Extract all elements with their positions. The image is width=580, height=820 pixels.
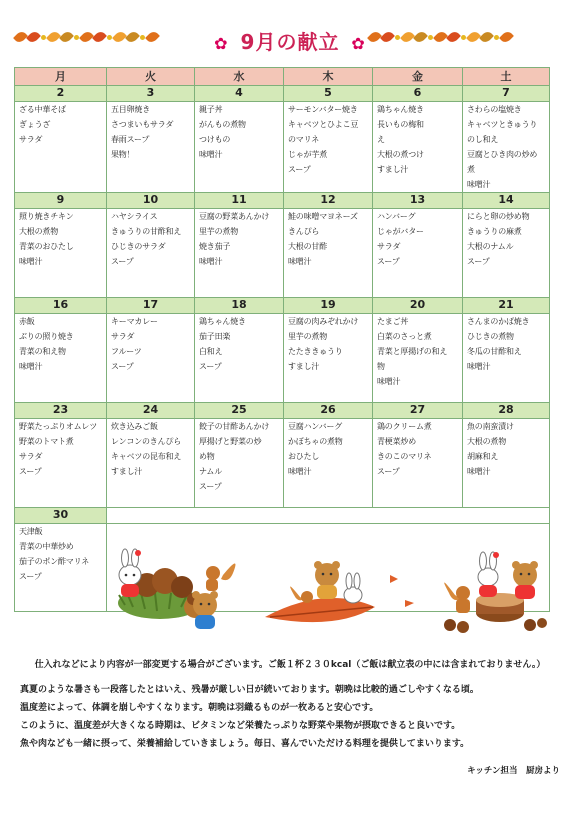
dish-item: ナムル — [199, 467, 222, 476]
notice-text: 仕入れなどにより内容が一部変更する場合がございます。ご飯１杯２３０kcal（ご飯は献立表の中には含まれておりません。） — [34, 660, 546, 670]
dish-item: さつまいもサラダ — [111, 120, 174, 129]
dish-item: 味噌汁 — [199, 150, 223, 159]
dish-item: スープ — [111, 362, 134, 371]
weekday-header: 水 — [195, 68, 284, 86]
dish-item: スープ — [467, 257, 490, 266]
dish-item: がんもの煮物 — [199, 120, 246, 129]
menu-row — [15, 102, 550, 193]
dish-item: 野菜のトマト煮 — [19, 437, 74, 446]
rabbit-icon — [344, 573, 362, 603]
menu-row — [15, 209, 550, 298]
date-cell: 10 — [107, 193, 195, 209]
dish-item: 青梗菜炒め — [377, 437, 416, 446]
dish-item: たまご丼 — [377, 317, 409, 326]
dish-item: 大根のナムル — [467, 242, 514, 251]
menu-cell — [195, 102, 284, 193]
weekday-header: 金 — [373, 68, 463, 86]
dish-item: サラダ — [111, 332, 135, 341]
dish-item: さんまのかば焼き — [467, 317, 530, 326]
dish-item: じゃが芋煮 — [288, 150, 327, 159]
dish-item: たたききゅうり — [288, 347, 343, 356]
dish-item: 白和え — [199, 347, 223, 356]
date-cell: 5 — [284, 86, 373, 102]
bear-icon — [512, 561, 538, 599]
dish-item: 春雨スープ — [111, 135, 150, 144]
date-cell: 14 — [463, 193, 550, 209]
date-cell: 24 — [107, 403, 195, 419]
message-line: 真夏のような暑さも一段落したとはいえ、残暑が厳しい日が続いております。朝晩は比較的過ごしやすくなる頃。 — [20, 685, 479, 695]
weekday-header: 火 — [107, 68, 195, 86]
menu-cell — [15, 209, 107, 298]
dish-item: 味噌汁 — [467, 180, 491, 189]
dish-item: フルーツ — [111, 347, 142, 356]
dish-item: 煮 — [467, 165, 475, 174]
dish-item: すまし汁 — [111, 467, 143, 476]
autumn-animals-illustration — [105, 545, 549, 635]
dish-item: 茄子のポン酢マリネ — [19, 557, 90, 566]
date-cell: 6 — [373, 86, 463, 102]
dish-item: 天津飯 — [19, 527, 43, 536]
dish-item: 大根の煮物 — [19, 227, 58, 236]
date-row — [15, 403, 550, 419]
date-cell: 25 — [195, 403, 284, 419]
message-line: このように、温度差が大きくなる時期は、ビタミンなど栄養たっぷりな野菜や果物が摂取できると良いです。 — [20, 721, 461, 731]
dish-item: 青菜と厚揚げの和え — [377, 347, 448, 356]
signature: キッチン担当 厨房より — [467, 766, 560, 776]
menu-cell — [284, 102, 373, 193]
dish-item: のし和え — [467, 135, 499, 144]
date-cell: 26 — [284, 403, 373, 419]
dish-item: 茄子田楽 — [199, 332, 231, 341]
date-cell: 18 — [195, 298, 284, 314]
message-line: 温度差によって、体調を崩しやすくなります。朝晩は羽織るものが一枚あると安心です。 — [20, 703, 379, 713]
menu-cell — [463, 102, 550, 193]
dish-item: 胡麻和え — [467, 452, 499, 461]
date-row — [15, 193, 550, 209]
dish-item: 里芋の煮物 — [288, 332, 327, 341]
date-cell: 7 — [463, 86, 550, 102]
dish-item: スープ — [199, 482, 222, 491]
rabbit-icon — [478, 552, 499, 597]
dish-item: レンコンのきんぴら — [111, 437, 181, 446]
falling-leaf-icon — [390, 575, 414, 607]
menu-row — [15, 419, 550, 508]
dish-item: 厚揚げと野菜の炒 — [199, 437, 262, 446]
flower-icon: ✿ — [351, 34, 366, 53]
dish-item: 長いもの梅和 — [377, 120, 424, 129]
dish-item: つけもの — [199, 135, 231, 144]
date-row — [15, 508, 550, 524]
dish-item: スープ — [199, 362, 222, 371]
weekday-header: 土 — [463, 68, 550, 86]
menu-cell — [284, 314, 373, 403]
dish-item: スープ — [377, 257, 400, 266]
dish-item: キャベツときゅうり — [467, 120, 538, 129]
dish-item: スープ — [19, 467, 42, 476]
dish-item: すまし汁 — [288, 362, 320, 371]
dish-item: 豆腐の肉みぞれかけ — [288, 317, 359, 326]
date-cell — [107, 508, 550, 524]
dish-item: 豆腐とひき肉の炒め — [467, 150, 538, 159]
dish-item: 味噌汁 — [199, 257, 223, 266]
weekday-header: 木 — [284, 68, 373, 86]
menu-cell — [107, 419, 195, 508]
menu-cell — [107, 314, 195, 403]
dish-item: 赤飯 — [19, 317, 35, 326]
dish-item: 炊き込みご飯 — [111, 422, 158, 431]
dish-item: キャベツとひよこ豆 — [288, 120, 359, 129]
date-cell: 3 — [107, 86, 195, 102]
dish-item: ひじきのサラダ — [111, 242, 166, 251]
dish-item: 青菜のおひたし — [19, 242, 74, 251]
dish-item: 味噌汁 — [288, 467, 312, 476]
dish-item: 豆腐の野菜あんかけ — [199, 212, 270, 221]
seasonal-message — [20, 681, 560, 753]
dish-item: 焼き茄子 — [199, 242, 231, 251]
date-cell: 20 — [373, 298, 463, 314]
date-cell: 13 — [373, 193, 463, 209]
dish-item: 鶏ちゃん焼き — [199, 317, 246, 326]
dish-item: 大根の煮物 — [467, 437, 506, 446]
dish-item: きのこのマリネ — [377, 452, 432, 461]
dish-item: 豆腐ハンバーグ — [288, 422, 343, 431]
menu-cell — [15, 314, 107, 403]
date-cell: 27 — [373, 403, 463, 419]
menu-cell — [463, 419, 550, 508]
squirrel-icon — [206, 563, 235, 591]
menu-cell — [195, 419, 284, 508]
dish-item: サーモンバター焼き — [288, 105, 358, 114]
weekday-header-row — [15, 68, 550, 86]
date-cell: 2 — [15, 86, 107, 102]
dish-item: 味噌汁 — [288, 257, 312, 266]
date-cell: 23 — [15, 403, 107, 419]
dish-item: 魚の南蛮漬け — [467, 422, 514, 431]
dish-item: 鶏ちゃん焼き — [377, 105, 424, 114]
dish-item: すまし汁 — [377, 165, 409, 174]
dish-item: 餃子の甘酢あんかけ — [199, 422, 270, 431]
menu-cell — [463, 209, 550, 298]
dish-item: サラダ — [377, 242, 401, 251]
dish-item: 親子丼 — [199, 105, 223, 114]
dish-item: ハヤシライス — [111, 212, 158, 221]
menu-cell — [373, 419, 463, 508]
dish-item: かぼちゃの煮物 — [288, 437, 343, 446]
dish-item: 野菜たっぷりオムレツ — [19, 422, 97, 431]
date-cell: 11 — [195, 193, 284, 209]
menu-cell — [107, 209, 195, 298]
dish-item: スープ — [111, 257, 134, 266]
date-row — [15, 86, 550, 102]
menu-cell — [15, 102, 107, 193]
dish-item: じゃがバター — [377, 227, 424, 236]
menu-cell — [107, 102, 195, 193]
menu-cell — [284, 419, 373, 508]
date-cell: 21 — [463, 298, 550, 314]
menu-cell — [463, 314, 550, 403]
dish-item: ぶりの照り焼き — [19, 332, 74, 341]
dish-item: スープ — [19, 572, 42, 581]
dish-item: 里芋の煮物 — [199, 227, 238, 236]
rabbit-icon — [119, 549, 141, 597]
bear-icon — [314, 561, 340, 599]
dish-item: 味噌汁 — [19, 362, 43, 371]
dish-item: め物 — [199, 452, 215, 461]
squirrel-icon — [444, 582, 470, 613]
bear-icon — [192, 591, 218, 629]
weekday-header: 月 — [15, 68, 107, 86]
dish-item: 物 — [377, 362, 385, 371]
dish-item: 冬瓜の甘酢和え — [467, 347, 522, 356]
dish-item: ざる中華そば — [19, 105, 66, 114]
squirrel-icon — [290, 586, 313, 603]
menu-cell — [373, 102, 463, 193]
date-row — [15, 298, 550, 314]
dish-item: スープ — [377, 467, 400, 476]
dish-item: きゅうりの甘酢和え — [111, 227, 182, 236]
message-line: 魚や肉なども一緒に摂って、栄養補給していきましょう。毎日、喜んでいただける料理を提供してまいります。 — [20, 739, 470, 749]
menu-cell — [373, 314, 463, 403]
date-cell: 30 — [15, 508, 107, 524]
page-title — [0, 26, 580, 55]
dish-item: ひじきの煮物 — [467, 332, 514, 341]
dish-item: 五目卵焼き — [111, 105, 150, 114]
dish-item: スープ — [288, 165, 311, 174]
dish-item: ハンバーグ — [377, 212, 416, 221]
dish-item: きんぴら — [288, 227, 320, 236]
dish-item: きゅうりの麻煮 — [467, 227, 522, 236]
dish-item: 青菜の和え物 — [19, 347, 66, 356]
dish-item: 白菜のさっと煮 — [377, 332, 432, 341]
dish-item: 味噌汁 — [467, 467, 491, 476]
dish-item: ぎょうざ — [19, 120, 51, 129]
menu-cell — [15, 419, 107, 508]
menu-row — [15, 314, 550, 403]
date-cell: 9 — [15, 193, 107, 209]
dish-item: サラダ — [19, 452, 43, 461]
menu-cell — [15, 524, 107, 612]
dish-item: 果物！ — [111, 150, 135, 159]
date-cell: 17 — [107, 298, 195, 314]
title-text: 9月の献立 — [240, 30, 340, 54]
date-cell: 16 — [15, 298, 107, 314]
menu-cell — [195, 209, 284, 298]
dish-item: にらと卵の炒め物 — [467, 212, 530, 221]
date-cell: 12 — [284, 193, 373, 209]
menu-cell — [373, 209, 463, 298]
date-cell: 4 — [195, 86, 284, 102]
flower-icon: ✿ — [214, 34, 229, 53]
dish-item: 青菜の中華炒め — [19, 542, 74, 551]
dish-item: キャベツの昆布和え — [111, 452, 182, 461]
menu-cell — [195, 314, 284, 403]
menu-calendar — [14, 67, 550, 612]
dish-item: 鶏のクリーム煮 — [377, 422, 432, 431]
dish-item: 味噌汁 — [377, 377, 401, 386]
dish-item: キーマカレー — [111, 317, 158, 326]
dish-item: 鮭の味噌マヨネーズ — [288, 212, 358, 221]
dish-item: 大根の甘酢 — [288, 242, 327, 251]
dish-item: 大根の煮つけ — [377, 150, 424, 159]
dish-item: おひたし — [288, 452, 320, 461]
dish-item: さわらの塩焼き — [467, 105, 522, 114]
dish-item: 照り焼きチキン — [19, 212, 74, 221]
dish-item: え — [377, 135, 385, 144]
dish-item: 味噌汁 — [467, 362, 491, 371]
menu-cell — [284, 209, 373, 298]
dish-item: のマリネ — [288, 135, 320, 144]
date-cell: 19 — [284, 298, 373, 314]
dish-item: 味噌汁 — [19, 257, 43, 266]
date-cell: 28 — [463, 403, 550, 419]
dish-item: サラダ — [19, 135, 43, 144]
